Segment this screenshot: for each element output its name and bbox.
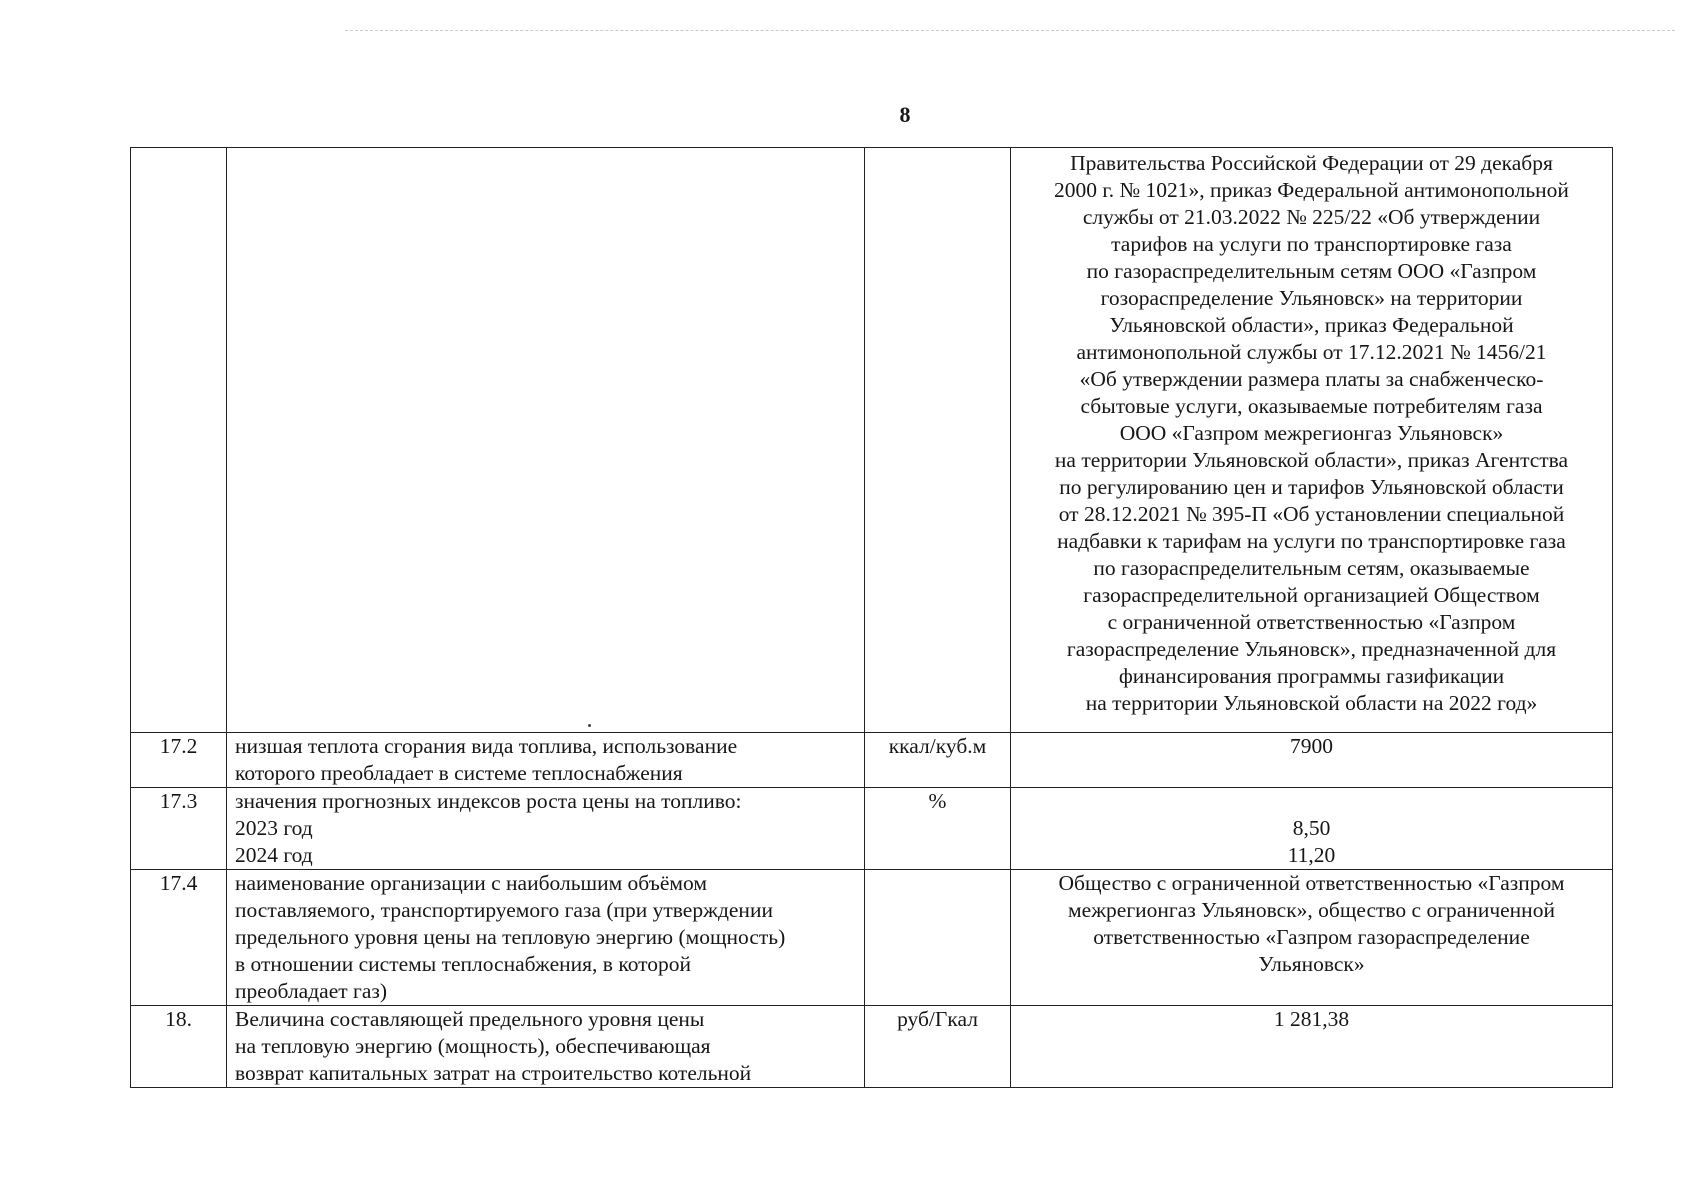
row-number-cell: 17.3 (131, 788, 227, 870)
table-row-17-2 (131, 733, 1613, 788)
row-number-cell (131, 148, 227, 733)
row-value-cell: 7900 (1011, 733, 1613, 788)
row-unit-cell: ккал/куб.м (865, 733, 1011, 788)
row-number-cell: 17.2 (131, 733, 227, 788)
row-name-cell (227, 148, 865, 733)
row-name-cell: наименование организации с наибольшим объёмом поставляемого, транспортируемого газа (при утверждении предельного уровня цены на тепловую энергию (мощность) в отношении системы теплоснабжения, в которой преобладает газ) (227, 870, 865, 1006)
scan-speck (588, 724, 591, 727)
row-unit-cell (865, 870, 1011, 1006)
row-value-cell: 8,50 11,20 (1011, 788, 1613, 870)
table-row-17-3 (131, 788, 1613, 870)
table-row-17-4 (131, 870, 1613, 1006)
page-number: 8 (899, 102, 911, 127)
scan-artifact-line (345, 30, 1675, 31)
row-value-cell: Общество с ограниченной ответственностью «Газпром межрегионгаз Ульяновск», общество с ограниченной ответственностью «Газпром газораспределение Ульяновск» (1011, 870, 1613, 1006)
row-value-cell: Правительства Российской Федерации от 29 декабря 2000 г. № 1021», приказ Федеральной антимонопольной службы от 21.03.2022 № 225/22 «Об утверждении тарифов на услуги по транспортировке газа по газораспределительным сетям ООО «Газпром гозораспределение Ульяновск» на территории Ульяновской области», приказ Федеральной антимонопольной службы от 17.12.2021 № 1456/21 «Об утверждении размера платы за снабженческо- сбытовые услуги, оказываемые потребителям газа ООО «Газпром межрегионгаз Ульяновск» на территории Ульяновской области», приказ Агентства по регулированию цен и тарифов Ульяновской области от 28.12.2021 № 395-П «Об установлении специальной надбавки к тарифам на услуги по транспортировке газа по газораспределительным сетям, оказываемые газораспределительной организацией Обществом с ограниченной ответственностью «Газпром газораспределение Ульяновск», предназначенной для финансирования программы газификации на территории Ульяновской области на 2022 год» (1011, 148, 1613, 733)
row-unit-cell (865, 148, 1011, 733)
row-name-cell: значения прогнозных индексов роста цены на топливо: 2023 год 2024 год (227, 788, 865, 870)
row-unit-cell: % (865, 788, 1011, 870)
row-name-cell: Величина составляющей предельного уровня цены на тепловую энергию (мощность), обеспечивающая возврат капитальных затрат на строительство котельной (227, 1006, 865, 1088)
table-row-continuation (131, 148, 1613, 733)
document-table (130, 147, 1613, 1088)
row-unit-cell: руб/Гкал (865, 1006, 1011, 1088)
row-number-cell: 18. (131, 1006, 227, 1088)
row-number-cell: 17.4 (131, 870, 227, 1006)
row-name-cell: низшая теплота сгорания вида топлива, использование которого преобладает в системе теплоснабжения (227, 733, 865, 788)
table-row-18 (131, 1006, 1613, 1088)
row-value-cell: 1 281,38 (1011, 1006, 1613, 1088)
